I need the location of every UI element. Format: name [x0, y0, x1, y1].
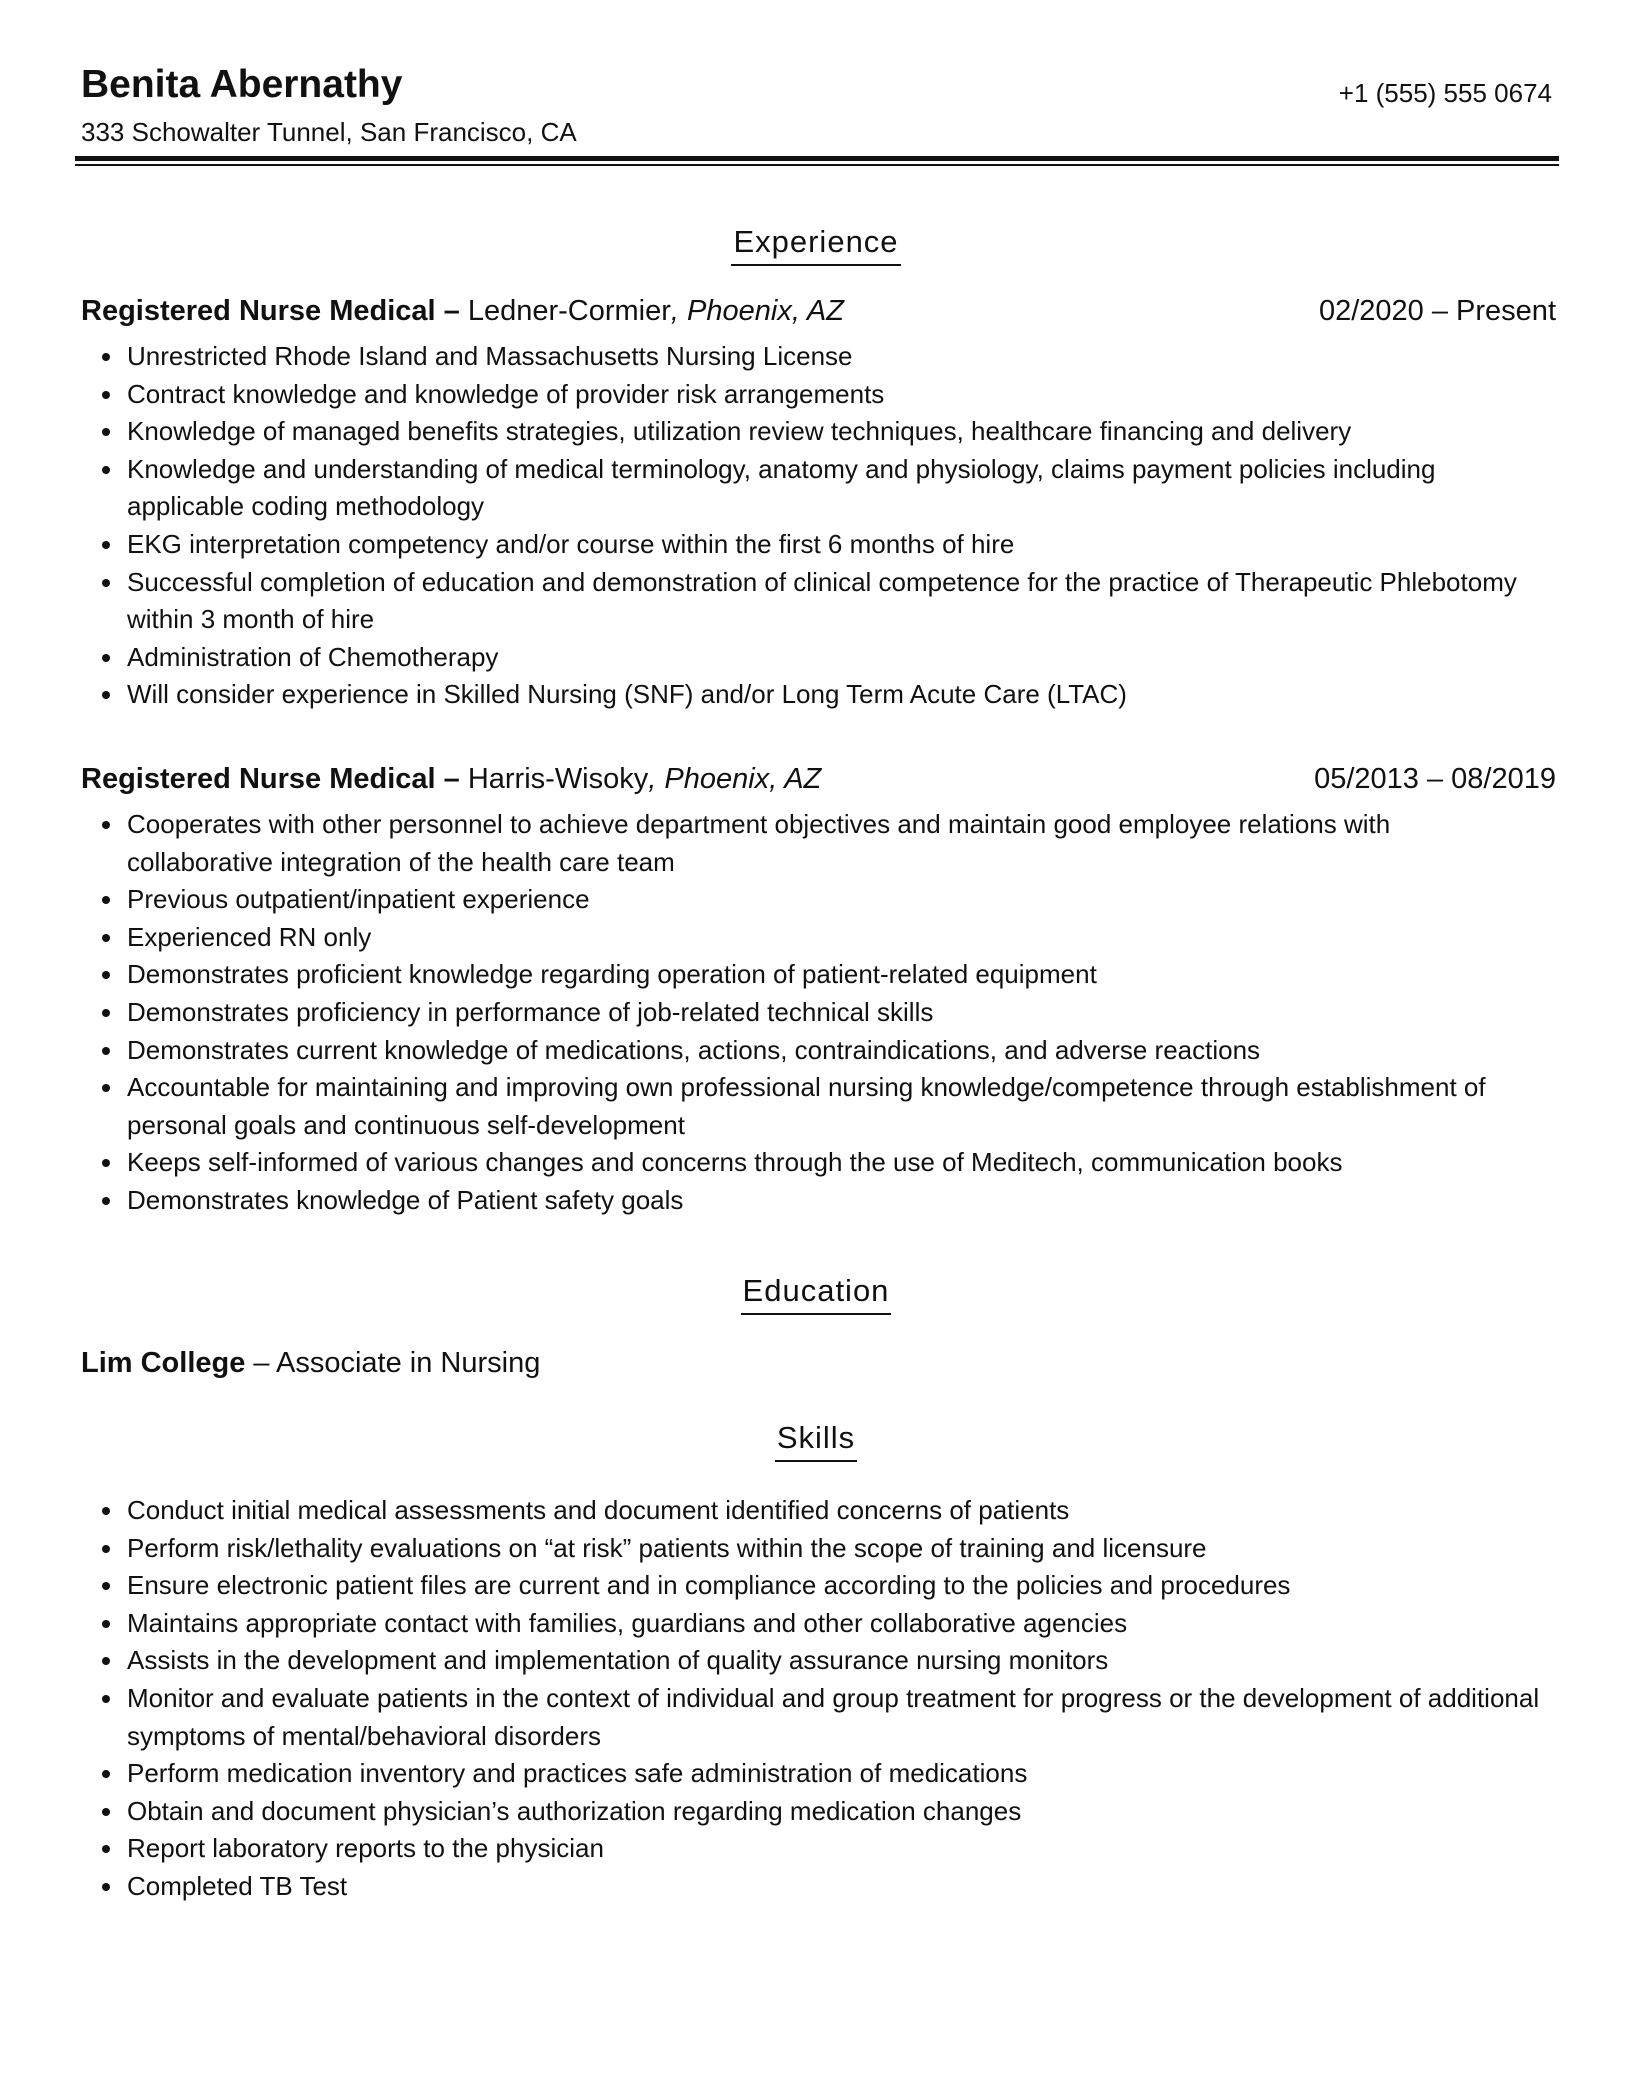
- list-item: Maintains appropriate contact with families, guardians and other collaborative agencies: [81, 1605, 1541, 1643]
- job-1-header: [81, 292, 1556, 330]
- list-item: Unrestricted Rhode Island and Massachusetts Nursing License: [81, 338, 1541, 376]
- header-divider-thin: [75, 164, 1559, 166]
- list-item: Previous outpatient/inpatient experience: [81, 881, 1541, 919]
- education-heading: Education: [741, 1271, 892, 1315]
- list-item: Monitor and evaluate patients in the context of individual and group treatment for progress or the development of additional symptoms of mental/behavioral disorders: [81, 1680, 1541, 1755]
- list-item: Knowledge of managed benefits strategies, utilization review techniques, healthcare financing and delivery: [81, 413, 1541, 451]
- job-2-location: , Phoenix, AZ: [648, 763, 822, 795]
- skills-section-title: [0, 1418, 1632, 1462]
- list-item: Demonstrates proficiency in performance of job-related technical skills: [81, 994, 1541, 1032]
- job-2-bullets: [81, 806, 1541, 1220]
- job-1-company: Ledner-Cormier: [467, 295, 671, 327]
- list-item: Obtain and document physician’s authorization regarding medication changes: [81, 1793, 1541, 1831]
- list-item: Successful completion of education and demonstration of clinical competence for the practice of Therapeutic Phlebotomy within 3 month of hire: [81, 564, 1541, 639]
- list-item: Perform risk/lethality evaluations on “at risk” patients within the scope of training and licensure: [81, 1530, 1541, 1568]
- job-2-role: Registered Nurse Medical: [81, 763, 436, 795]
- list-item: Knowledge and understanding of medical terminology, anatomy and physiology, claims payment policies including applicable coding methodology: [81, 451, 1541, 526]
- education-school: Lim College: [81, 1347, 246, 1379]
- job-1-location: , Phoenix, AZ: [670, 295, 844, 327]
- job-2-title-line: [81, 760, 821, 798]
- list-item: Conduct initial medical assessments and document identified concerns of patients: [81, 1492, 1541, 1530]
- job-2-dates: 05/2013 – 08/2019: [1314, 763, 1556, 795]
- job-2-header: [81, 760, 1556, 798]
- list-item: Demonstrates current knowledge of medications, actions, contraindications, and adverse reactions: [81, 1032, 1541, 1070]
- job-1-bullets: [81, 338, 1541, 714]
- candidate-name: Benita Abernathy: [81, 63, 403, 106]
- list-item: Accountable for maintaining and improving own professional nursing knowledge/competence through establishment of personal goals and continuous self-development: [81, 1069, 1541, 1144]
- candidate-phone: +1 (555) 555 0674: [1338, 78, 1552, 108]
- job-1-role: Registered Nurse Medical: [81, 295, 436, 327]
- list-item: Experienced RN only: [81, 919, 1541, 957]
- candidate-address: 333 Schowalter Tunnel, San Francisco, CA: [81, 117, 577, 147]
- list-item: Will consider experience in Skilled Nursing (SNF) and/or Long Term Acute Care (LTAC): [81, 676, 1541, 714]
- list-item: EKG interpretation competency and/or course within the first 6 months of hire: [81, 526, 1541, 564]
- education-entry: [81, 1344, 540, 1382]
- list-item: Contract knowledge and knowledge of provider risk arrangements: [81, 376, 1541, 414]
- list-item: Report laboratory reports to the physician: [81, 1830, 1541, 1868]
- list-item: Keeps self-informed of various changes and concerns through the use of Meditech, communication books: [81, 1144, 1541, 1182]
- job-1-title-line: [81, 292, 844, 330]
- header-divider-thick: [75, 156, 1559, 161]
- experience-heading: Experience: [731, 222, 900, 266]
- skills-heading: Skills: [775, 1418, 857, 1462]
- list-item: Completed TB Test: [81, 1868, 1541, 1906]
- job-2-separator: –: [435, 763, 468, 795]
- list-item: Administration of Chemotherapy: [81, 639, 1541, 677]
- list-item: Demonstrates proficient knowledge regarding operation of patient-related equipment: [81, 956, 1541, 994]
- skills-bullets: [81, 1492, 1541, 1906]
- job-2-company: Harris-Wisoky: [467, 763, 649, 795]
- list-item: Assists in the development and implementation of quality assurance nursing monitors: [81, 1642, 1541, 1680]
- list-item: Demonstrates knowledge of Patient safety goals: [81, 1182, 1541, 1220]
- education-section-title: [0, 1271, 1632, 1315]
- experience-section-title: [0, 222, 1632, 266]
- education-degree: Associate in Nursing: [276, 1347, 541, 1379]
- list-item: Cooperates with other personnel to achieve department objectives and maintain good employee relations with collaborative integration of the health care team: [81, 806, 1541, 881]
- education-separator: –: [245, 1347, 277, 1379]
- job-1-separator: –: [435, 295, 468, 327]
- job-1-dates: 02/2020 – Present: [1318, 295, 1556, 327]
- list-item: Perform medication inventory and practices safe administration of medications: [81, 1755, 1541, 1793]
- list-item: Ensure electronic patient files are current and in compliance according to the policies and procedures: [81, 1567, 1541, 1605]
